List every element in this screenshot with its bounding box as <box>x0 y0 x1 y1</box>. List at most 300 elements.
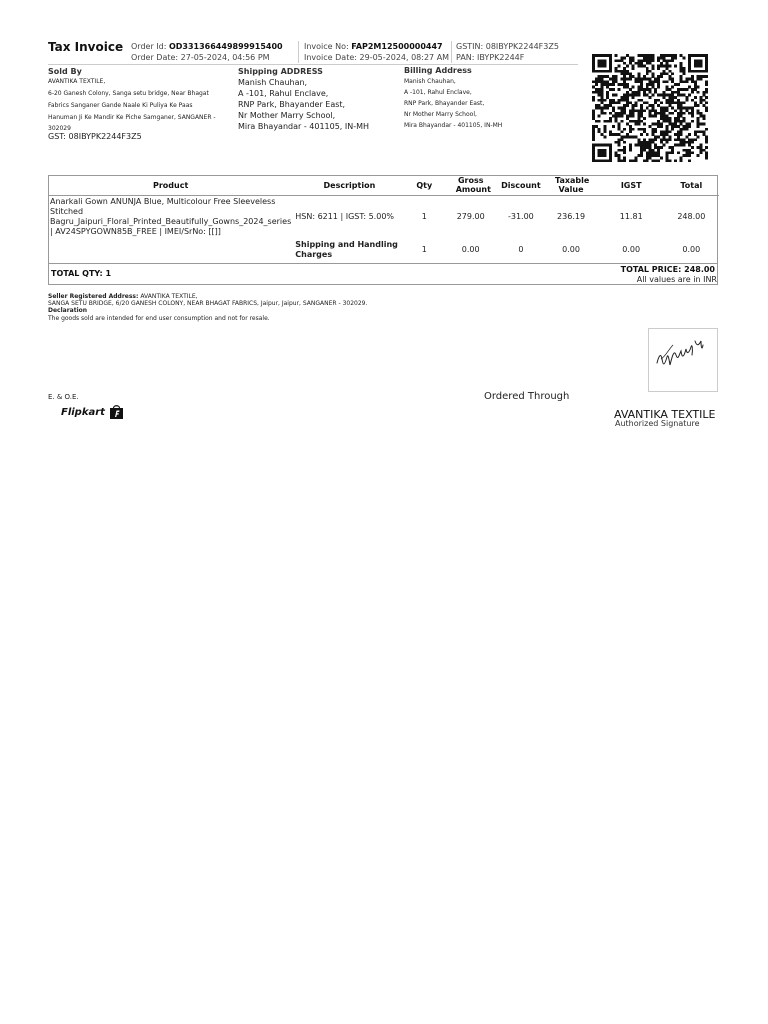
qr-module <box>603 62 606 65</box>
qr-module <box>646 133 649 136</box>
qr-module <box>697 104 700 107</box>
qr-module <box>629 130 632 133</box>
qr-module <box>651 115 654 118</box>
qr-module <box>691 115 694 118</box>
qr-module <box>663 80 666 83</box>
qr-module <box>688 159 691 162</box>
qr-module <box>668 78 671 81</box>
product-cell <box>48 238 293 262</box>
qr-module <box>705 96 708 99</box>
qr-module <box>694 83 697 86</box>
qr-module <box>702 130 705 133</box>
qr-module <box>657 154 660 157</box>
qr-module <box>595 88 598 91</box>
qr-module <box>640 83 643 86</box>
qr-module <box>606 91 609 94</box>
qr-module <box>637 91 640 94</box>
qr-module <box>637 62 640 65</box>
qr-module <box>668 94 671 97</box>
qr-module <box>598 159 601 162</box>
qr-module <box>592 144 595 147</box>
qr-code <box>592 54 708 162</box>
qr-module <box>637 94 640 97</box>
qr-module <box>632 67 635 70</box>
qr-module <box>640 59 643 62</box>
qr-module <box>663 138 666 141</box>
qr-module <box>649 157 652 160</box>
qr-module <box>598 75 601 78</box>
qr-module <box>646 78 649 81</box>
qr-module <box>688 62 691 65</box>
qr-module <box>671 96 674 99</box>
qr-module <box>683 154 686 157</box>
qr-module <box>680 141 683 144</box>
qr-module <box>677 144 680 147</box>
qr-module <box>657 104 660 107</box>
qr-module <box>688 107 691 110</box>
qr-module <box>688 125 691 128</box>
qr-module <box>668 117 671 120</box>
qr-module <box>623 72 626 75</box>
qr-module <box>663 94 666 97</box>
qr-module <box>649 57 652 60</box>
qr-module <box>657 122 660 125</box>
qr-module <box>660 146 663 149</box>
qr-module <box>680 138 683 141</box>
qr-module <box>629 136 632 139</box>
shipping-address-title: Shipping ADDRESS <box>238 67 323 76</box>
qr-module <box>702 91 705 94</box>
qr-module <box>646 67 649 70</box>
qr-module <box>646 159 649 162</box>
qr-module <box>626 65 629 68</box>
qr-module <box>697 54 700 57</box>
qr-module <box>617 128 620 131</box>
qr-module <box>592 159 595 162</box>
qr-module <box>643 57 646 60</box>
qty-cell: 1 <box>406 196 443 239</box>
qr-module <box>640 154 643 157</box>
qr-module <box>600 101 603 104</box>
qr-module <box>671 151 674 154</box>
qr-module <box>603 80 606 83</box>
qr-module <box>600 70 603 73</box>
qr-module <box>666 107 669 110</box>
qr-module <box>691 151 694 154</box>
qr-module <box>666 72 669 75</box>
qr-module <box>600 151 603 154</box>
qr-module <box>666 88 669 91</box>
qr-module <box>632 112 635 115</box>
invoice-date-value: 29-05-2024, 08:27 AM <box>359 53 450 62</box>
qr-module <box>677 94 680 97</box>
qr-module <box>609 88 612 91</box>
qr-module <box>702 104 705 107</box>
qr-module <box>629 62 632 65</box>
qr-module <box>685 149 688 152</box>
qr-module <box>654 109 657 112</box>
qr-module <box>626 83 629 86</box>
qr-module <box>640 144 643 147</box>
qr-module <box>603 144 606 147</box>
qr-module <box>668 88 671 91</box>
qr-module <box>634 157 637 160</box>
qr-module <box>700 62 703 65</box>
qr-module <box>617 125 620 128</box>
qr-module <box>623 83 626 86</box>
qr-module <box>629 144 632 147</box>
qr-module <box>649 54 652 57</box>
qr-module <box>626 117 629 120</box>
qr-module <box>595 104 598 107</box>
qr-module <box>705 67 708 70</box>
qr-module <box>668 138 671 141</box>
qr-module <box>592 70 595 73</box>
qr-module <box>640 80 643 83</box>
qr-module <box>600 88 603 91</box>
qr-module <box>592 138 595 141</box>
qr-module <box>609 54 612 57</box>
qr-module <box>595 159 598 162</box>
qr-module <box>629 94 632 97</box>
qr-module <box>615 154 618 157</box>
qr-module <box>666 54 669 57</box>
qr-module <box>691 54 694 57</box>
qr-module <box>688 154 691 157</box>
qr-module <box>702 133 705 136</box>
qr-module <box>680 128 683 131</box>
qr-module <box>691 120 694 123</box>
qr-module <box>615 112 618 115</box>
qr-module <box>663 115 666 118</box>
qr-module <box>637 80 640 83</box>
qr-module <box>666 65 669 68</box>
qr-module <box>643 138 646 141</box>
qr-module <box>606 75 609 78</box>
flipkart-bag-icon <box>109 405 124 419</box>
qr-module <box>634 91 637 94</box>
col-header-product: Product <box>152 180 189 190</box>
qr-module <box>674 120 677 123</box>
qr-module <box>595 78 598 81</box>
qr-module <box>683 144 686 147</box>
qr-module <box>646 83 649 86</box>
qr-module <box>683 141 686 144</box>
qr-module <box>700 96 703 99</box>
qr-module <box>646 54 649 57</box>
qr-module <box>615 120 618 123</box>
qr-module <box>592 149 595 152</box>
qr-module <box>705 80 708 83</box>
qr-module <box>705 128 708 131</box>
qr-module <box>600 149 603 152</box>
qr-module <box>674 96 677 99</box>
qr-module <box>649 80 652 83</box>
qr-module <box>660 138 663 141</box>
qr-module <box>700 130 703 133</box>
qr-module <box>603 112 606 115</box>
qr-module <box>600 112 603 115</box>
qr-module <box>629 120 632 123</box>
qr-module <box>600 133 603 136</box>
qr-module <box>609 83 612 86</box>
qr-module <box>649 125 652 128</box>
qr-module <box>677 104 680 107</box>
qr-module <box>603 149 606 152</box>
qr-module <box>623 157 626 160</box>
qr-module <box>623 159 626 162</box>
qr-module <box>623 78 626 81</box>
qr-module <box>643 75 646 78</box>
qr-module <box>649 91 652 94</box>
signatory-name: AVANTIKA TEXTILE <box>614 408 716 421</box>
qr-module <box>646 70 649 73</box>
qr-module <box>620 99 623 102</box>
qr-module <box>603 130 606 133</box>
qr-module <box>592 115 595 118</box>
qr-module <box>612 88 615 91</box>
qr-module <box>632 91 635 94</box>
qr-module <box>592 151 595 154</box>
qr-module <box>691 107 694 110</box>
qr-module <box>623 75 626 78</box>
qr-module <box>592 154 595 157</box>
qr-module <box>691 70 694 73</box>
qr-module <box>603 99 606 102</box>
qr-module <box>680 122 683 125</box>
qr-module <box>688 78 691 81</box>
qr-module <box>663 91 666 94</box>
qr-module <box>646 154 649 157</box>
qr-module <box>705 59 708 62</box>
qr-module <box>668 130 671 133</box>
qr-module <box>620 159 623 162</box>
qr-module <box>685 141 688 144</box>
qr-module <box>620 120 623 123</box>
qr-module <box>623 112 626 115</box>
qr-module <box>683 57 686 60</box>
qr-module <box>654 159 657 162</box>
qr-module <box>592 67 595 70</box>
qr-module <box>646 101 649 104</box>
qr-module <box>674 125 677 128</box>
qr-module <box>603 65 606 68</box>
qr-module <box>657 120 660 123</box>
qr-module <box>615 151 618 154</box>
qr-module <box>654 138 657 141</box>
qr-module <box>629 128 632 131</box>
qr-module <box>660 130 663 133</box>
qr-module <box>649 109 652 112</box>
qr-module <box>663 136 666 139</box>
qr-module <box>595 80 598 83</box>
qr-module <box>651 75 654 78</box>
qr-module <box>649 88 652 91</box>
qr-module <box>623 151 626 154</box>
items-table <box>48 175 719 262</box>
qr-module <box>654 78 657 81</box>
qr-module <box>603 151 606 154</box>
qr-module <box>609 130 612 133</box>
qr-module <box>663 54 666 57</box>
billing-address: Manish Chauhan, A -101, Rahul Enclave, RNP Park, Bhayander East, Nr Mother Marry School, Mira Bhayandar - 401105, IN-MH <box>404 78 503 129</box>
qr-module <box>615 80 618 83</box>
qr-module <box>680 120 683 123</box>
qr-module <box>697 91 700 94</box>
qr-module <box>603 70 606 73</box>
qr-module <box>600 159 603 162</box>
qr-module <box>598 99 601 102</box>
qr-module <box>671 101 674 104</box>
qr-module <box>634 120 637 123</box>
qr-module <box>632 96 635 99</box>
qr-module <box>700 115 703 118</box>
qr-module <box>600 154 603 157</box>
qr-module <box>694 70 697 73</box>
qr-module <box>651 67 654 70</box>
qr-module <box>668 59 671 62</box>
qr-module <box>615 67 618 70</box>
qr-module <box>617 141 620 144</box>
qr-module <box>637 86 640 89</box>
qr-module <box>649 70 652 73</box>
qr-module <box>705 70 708 73</box>
qr-module <box>637 54 640 57</box>
qr-module <box>643 101 646 104</box>
flipkart-logo <box>61 405 124 419</box>
qr-module <box>702 75 705 78</box>
qr-module <box>600 107 603 110</box>
qr-module <box>660 117 663 120</box>
col-header-total: Total <box>680 180 703 190</box>
qr-module <box>671 72 674 75</box>
qr-module <box>595 144 598 147</box>
qr-module <box>654 146 657 149</box>
qr-module <box>663 59 666 62</box>
qr-module <box>666 109 669 112</box>
qr-module <box>666 157 669 160</box>
qr-module <box>640 112 643 115</box>
qr-module <box>606 96 609 99</box>
qr-module <box>598 91 601 94</box>
qr-module <box>700 144 703 147</box>
qr-module <box>702 122 705 125</box>
qr-module <box>595 125 598 128</box>
qr-module <box>677 107 680 110</box>
qr-module <box>700 99 703 102</box>
qr-module <box>598 128 601 131</box>
qr-module <box>651 83 654 86</box>
qr-module <box>685 78 688 81</box>
qr-module <box>637 88 640 91</box>
qr-module <box>603 120 606 123</box>
qr-module <box>663 117 666 120</box>
qr-module <box>660 62 663 65</box>
sold-by-address: AVANTIKA TEXTILE, 6-20 Ganesh Colony, Sanga setu bridge, Near Bhagat Fabrics Sanganer Gande Naale Ki Puliya Ke Paas Hanuman Ji Ke Mandir Ke Piche Samganer, SANGANER - 302029 <box>48 78 216 132</box>
table-header-row <box>48 175 719 196</box>
qr-module <box>629 101 632 104</box>
qr-module <box>680 67 683 70</box>
qr-module <box>694 130 697 133</box>
qr-module <box>623 80 626 83</box>
qr-module <box>685 96 688 99</box>
totals-rule <box>48 263 718 264</box>
igst-cell: 0.00 <box>622 245 641 254</box>
qr-module <box>637 109 640 112</box>
qr-module <box>685 99 688 102</box>
qr-module <box>657 146 660 149</box>
qr-module <box>603 59 606 62</box>
qr-module <box>617 101 620 104</box>
qr-module <box>632 65 635 68</box>
qr-module <box>668 146 671 149</box>
qr-module <box>649 146 652 149</box>
qr-module <box>683 72 686 75</box>
qr-module <box>680 115 683 118</box>
qr-module <box>651 109 654 112</box>
qr-module <box>603 83 606 86</box>
qr-module <box>609 101 612 104</box>
qr-module <box>691 141 694 144</box>
qr-module <box>595 107 598 110</box>
qr-module <box>666 115 669 118</box>
qr-module <box>623 94 626 97</box>
qr-module <box>615 59 618 62</box>
qr-module <box>683 112 686 115</box>
qr-module <box>637 138 640 141</box>
qr-module <box>677 88 680 91</box>
qr-module <box>680 65 683 68</box>
qr-module <box>697 125 700 128</box>
qr-module <box>685 125 688 128</box>
qr-module <box>657 75 660 78</box>
qr-module <box>702 94 705 97</box>
qr-module <box>649 149 652 152</box>
qr-module <box>688 86 691 89</box>
order-id-value: OD331366449899915400 <box>168 42 283 51</box>
qr-module <box>697 75 700 78</box>
qr-module <box>592 157 595 160</box>
qr-module <box>634 78 637 81</box>
qr-module <box>677 91 680 94</box>
invoice-title: Tax Invoice <box>48 40 124 54</box>
qr-module <box>651 72 654 75</box>
qr-module <box>598 107 601 110</box>
qr-module <box>620 130 623 133</box>
qr-module <box>660 65 663 68</box>
qr-module <box>626 70 629 73</box>
qr-module <box>663 133 666 136</box>
qr-module <box>615 101 618 104</box>
qr-module <box>671 99 674 102</box>
qr-module <box>657 125 660 128</box>
qr-module <box>637 75 640 78</box>
qr-module <box>671 94 674 97</box>
qr-module <box>629 109 632 112</box>
qr-module <box>646 157 649 160</box>
qr-module <box>629 78 632 81</box>
qr-module <box>668 54 671 57</box>
qr-module <box>683 67 686 70</box>
pan-value: IBYPK2244F <box>477 53 525 62</box>
qr-module <box>615 133 618 136</box>
qr-module <box>640 62 643 65</box>
qr-module <box>637 117 640 120</box>
qr-module <box>651 133 654 136</box>
qr-module <box>654 88 657 91</box>
qr-module <box>600 109 603 112</box>
qr-module <box>702 117 705 120</box>
